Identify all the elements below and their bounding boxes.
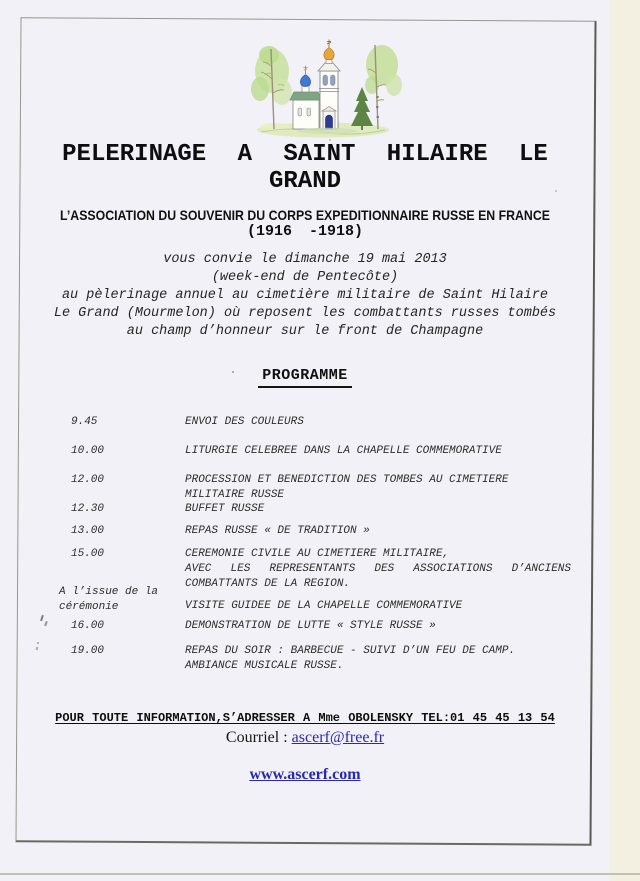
schedule-time: A l’issue de la cérémonie	[59, 586, 159, 613]
email-label: Courriel :	[225, 729, 288, 746]
schedule-description: CEREMONIE CIVILE AU CIMETIERE MILITAIRE, AVEC LES REPRESENTANTS DES ASSOCIATIONS D’ANCIENS COMBATTANTS DE LA REGION.	[185, 548, 571, 590]
schedule-description: REPAS RUSSE « DE TRADITION »	[185, 525, 370, 537]
programme-schedule	[59, 0, 571, 700]
schedule-row	[59, 473, 571, 503]
schedule-row	[59, 619, 571, 634]
schedule-row	[59, 444, 571, 459]
schedule-row	[59, 415, 571, 430]
website-line	[0, 766, 610, 784]
schedule-time: 12.00	[71, 474, 105, 486]
schedule-description: VISITE GUIDEE DE LA CHAPELLE COMMEMORATIVE	[185, 600, 463, 612]
invitation-line: vous convie le dimanche 19 mai 2013	[163, 252, 447, 267]
email-line	[0, 729, 610, 747]
schedule-time: 12.30	[71, 503, 105, 515]
contact-info-line: POUR TOUTE INFORMATION,S’ADRESSER A Mme OBOLENSKY TEL:01 45 45 13 54	[55, 711, 555, 725]
schedule-description: PROCESSION ET BENEDICTION DES TOMBES AU CIMETIERE MILITAIRE RUSSE	[185, 474, 509, 501]
schedule-row	[59, 524, 571, 539]
scan-speck	[329, 139, 331, 141]
schedule-description: BUFFET RUSSE	[185, 503, 265, 515]
schedule-description: ENVOI DES COULEURS	[185, 416, 304, 428]
page-title-line1: PELERINAGE A SAINT HILAIRE LE	[62, 141, 548, 168]
schedule-row	[59, 644, 571, 674]
scan-pen-mark	[37, 642, 39, 644]
schedule-time: 10.00	[71, 445, 105, 457]
schedule-time: 19.00	[71, 645, 105, 657]
invitation-line: Le Grand (Mourmelon) où reposent les combattants russes tombés	[53, 306, 557, 321]
association-subtitle: L’ASSOCIATION DU SOUVENIR DU CORPS EXPEDITIONNAIRE RUSSE EN FRANCE	[60, 207, 550, 223]
scan-pen-mark	[40, 615, 43, 621]
scan-speck	[232, 371, 234, 373]
schedule-time: 16.00	[71, 620, 105, 632]
website-link[interactable]: www.ascerf.com	[249, 766, 361, 783]
schedule-description: DEMONSTRATION DE LUTTE « STYLE RUSSE »	[185, 620, 436, 632]
association-years: (1916 -1918)	[246, 223, 364, 240]
programme-heading: PROGRAMME	[258, 367, 352, 388]
scan-pen-mark	[44, 621, 47, 626]
invitation-line: au pèlerinage annuel au cimetière militaire de Saint Hilaire	[61, 288, 549, 303]
invitation-line: (week-end de Pentecôte)	[211, 270, 399, 285]
scan-pen-mark	[36, 647, 39, 650]
schedule-time: 9.45	[71, 416, 98, 428]
schedule-description: LITURGIE CELEBREE DANS LA CHAPELLE COMMEMORATIVE	[185, 445, 502, 457]
schedule-time: 13.00	[71, 525, 105, 537]
schedule-row	[59, 585, 571, 614]
page-title-line2: GRAND	[268, 168, 341, 195]
schedule-row	[59, 502, 571, 517]
invitation-line: au champ d’honneur sur le front de Champagne	[126, 324, 484, 339]
scanner-background-strip	[609, 0, 640, 881]
schedule-time: 15.00	[71, 548, 105, 560]
email-link[interactable]: ascerf@free.fr	[291, 729, 385, 746]
scan-speck	[555, 190, 557, 192]
schedule-description: REPAS DU SOIR : BARBECUE - SUIVI D’UN FEU DE CAMP. AMBIANCE MUSICALE RUSSE.	[185, 645, 516, 672]
